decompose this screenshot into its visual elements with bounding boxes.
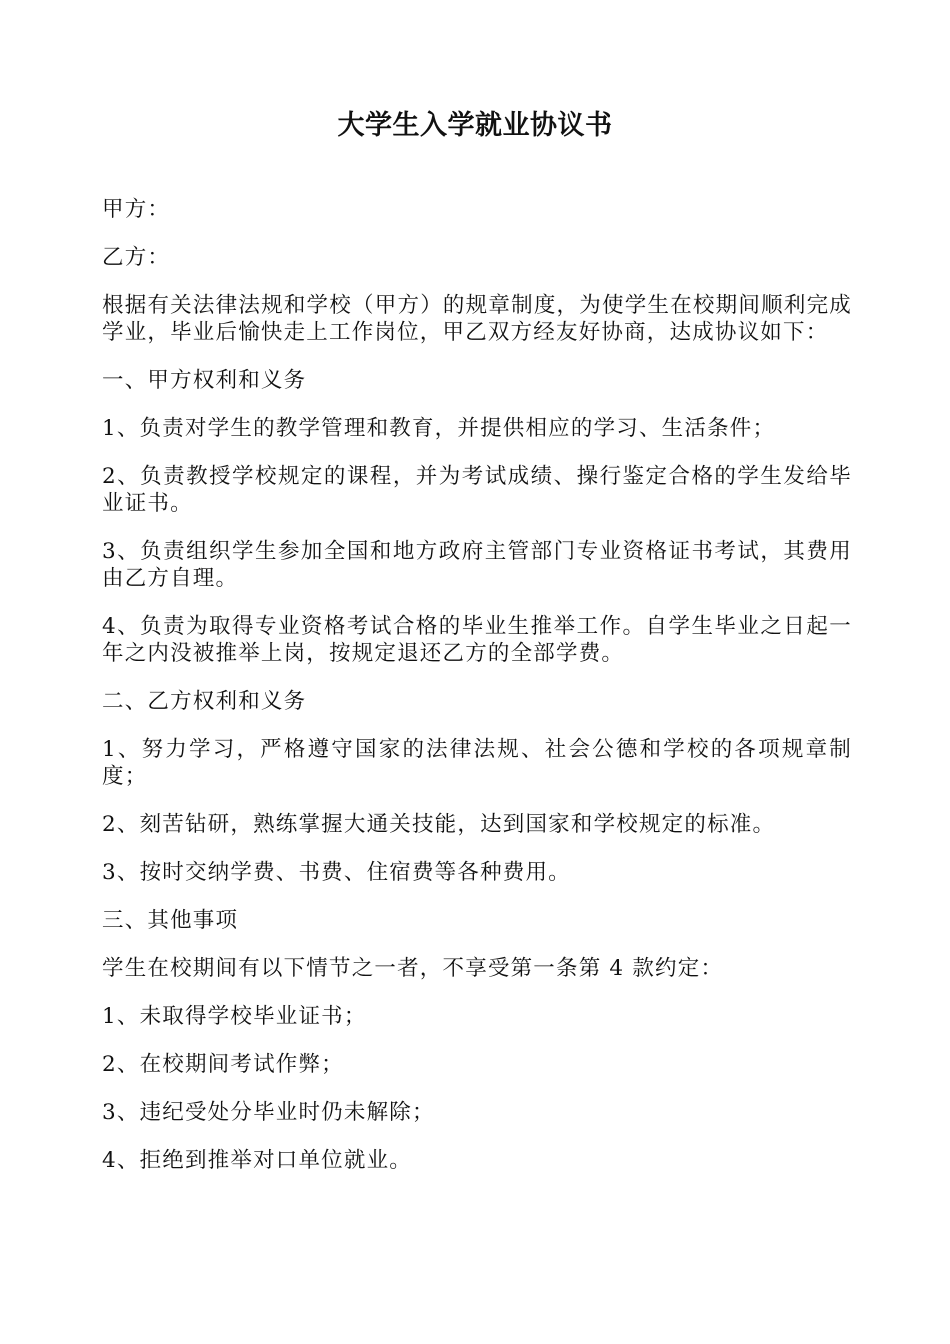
clause-a-2: 2、负责教授学校规定的课程，并为考试成绩、操行鉴定合格的学生发给毕业证书。	[102, 464, 852, 516]
document-title: 大学生入学就业协议书	[337, 110, 613, 141]
clause-b-3: 3、按时交纳学费、书费、住宿费等各种费用。	[102, 860, 571, 885]
party-b-line: 乙方：	[102, 245, 171, 270]
exclusion-item-2: 2、在校期间考试作弊；	[102, 1052, 344, 1077]
clause-a-1: 1、负责对学生的教学管理和教育，并提供相应的学习、生活条件；	[102, 416, 776, 441]
preamble-paragraph: 根据有关法律法规和学校（甲方）的规章制度，为使学生在校期间顺利完成学业，毕业后愉快走上工作岗位，甲乙双方经友好协商，达成协议如下：	[102, 293, 852, 345]
other-intro-paragraph: 学生在校期间有以下情节之一者，不享受第一条第 4 款约定：	[102, 956, 724, 981]
clause-b-1: 1、努力学习，严格遵守国家的法律法规、社会公德和学校的各项规章制度；	[102, 737, 852, 789]
clause-b-2: 2、刻苦钻研，熟练掌握大通关技能，达到国家和学校规定的标准。	[102, 812, 776, 837]
exclusion-item-3: 3、违纪受处分毕业时仍未解除；	[102, 1100, 435, 1125]
exclusion-item-1: 1、未取得学校毕业证书；	[102, 1004, 367, 1029]
section-heading-other: 三、其他事项	[102, 908, 239, 933]
clause-a-3: 3、负责组织学生参加全国和地方政府主管部门专业资格证书考试，其费用由乙方自理。	[102, 539, 852, 591]
exclusion-item-4: 4、拒绝到推举对口单位就业。	[102, 1148, 412, 1173]
section-heading-party-a: 一、甲方权利和义务	[102, 368, 307, 393]
party-a-line: 甲方：	[102, 197, 171, 222]
clause-a-4: 4、负责为取得专业资格考试合格的毕业生推举工作。自学生毕业之日起一年之内没被推举上岗，按规定退还乙方的全部学费。	[102, 614, 852, 666]
section-heading-party-b: 二、乙方权利和义务	[102, 689, 307, 714]
document-body	[102, 196, 852, 1195]
